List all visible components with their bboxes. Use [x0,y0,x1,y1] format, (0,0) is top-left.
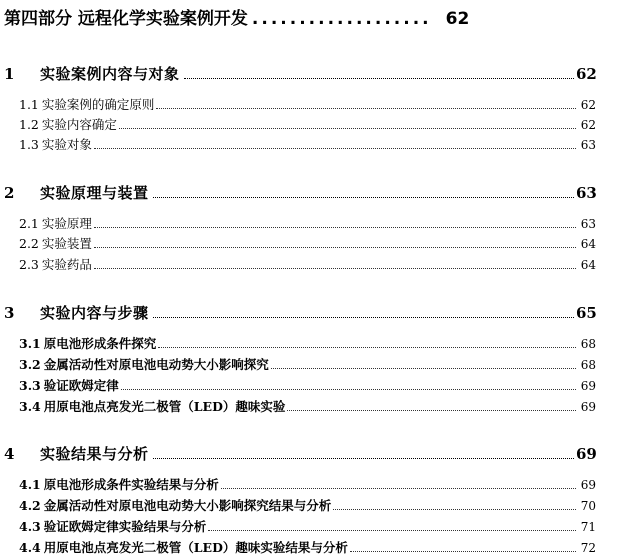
toc-section-3[interactable] [0,302,617,323]
dot-leader [153,458,574,459]
dot-leader [184,78,574,79]
dot-leader [287,410,576,411]
entry-title: 实验药品 [41,257,92,272]
entry-number: 4.1 [19,477,41,492]
entry-page: 62 [580,98,596,112]
toc-section-1[interactable] [0,63,617,84]
section-number: 1 [4,65,15,83]
dot-leader [94,268,576,269]
dot-leader [94,227,576,228]
toc-entry-3-4[interactable] [0,397,617,415]
dot-leader [271,368,576,369]
entry-number: 2.3 [19,257,39,272]
dot-leader [94,247,576,248]
entry-page: 64 [580,237,596,251]
entry-page: 62 [580,118,596,132]
entry-page: 63 [580,138,596,152]
dot-leader [221,488,576,489]
entry-number: 1.2 [19,117,39,132]
entry-number: 4.4 [19,540,41,555]
entry-page: 72 [580,541,596,555]
toc-section-2[interactable] [0,182,617,203]
toc-entry-3-1[interactable] [0,334,617,352]
entry-number: 1.3 [19,137,39,152]
section-title: 实验结果与分析 [40,445,149,463]
toc-section-4[interactable] [0,443,617,464]
entry-number: 3.2 [19,357,41,372]
dot-leader [119,128,576,129]
entry-number: 3.1 [19,336,41,351]
entry-title: 金属活动性对原电池电动势大小影响探究 [43,357,269,372]
entry-title: 原电池形成条件实验结果与分析 [43,477,219,492]
entry-page: 71 [580,520,596,534]
toc-entry-2-2[interactable] [0,234,617,252]
dot-leader [333,509,576,510]
entry-title: 用原电池点亮发光二极管（LED）趣味实验结果与分析 [43,540,348,555]
entry-number: 1.1 [19,97,39,112]
entry-number: 4.2 [19,498,41,513]
entry-title: 原电池形成条件探究 [43,336,157,351]
entry-title: 实验装置 [41,236,92,251]
entry-page: 69 [580,379,596,393]
section-number: 2 [4,184,15,202]
entry-page: 68 [580,358,596,372]
dot-leader [208,530,576,531]
entry-page: 64 [580,258,596,272]
toc-entry-4-1[interactable] [0,475,617,493]
toc-entry-4-2[interactable] [0,496,617,514]
toc-entry-4-4[interactable] [0,538,617,556]
entry-title: 实验对象 [41,137,92,152]
entry-title: 实验案例的确定原则 [41,97,155,112]
entry-page: 68 [580,337,596,351]
section-number: 4 [4,445,15,463]
part-title-dots: ................... [251,9,432,29]
toc-entry-4-3[interactable] [0,517,617,535]
section-title: 实验内容与步骤 [40,304,149,322]
entry-number: 3.3 [19,378,41,393]
entry-title: 验证欧姆定律 [43,378,119,393]
dot-leader [121,389,576,390]
entry-page: 63 [580,217,596,231]
entry-number: 2.1 [19,216,39,231]
entry-title: 验证欧姆定律实验结果与分析 [43,519,207,534]
entry-number: 4.3 [19,519,41,534]
dot-leader [153,317,574,318]
section-page: 62 [576,65,597,83]
entry-page: 70 [580,499,596,513]
dot-leader [94,148,576,149]
entry-title: 实验内容确定 [41,117,117,132]
section-title: 实验原理与装置 [40,184,149,202]
entry-page: 69 [580,400,596,414]
section-page: 69 [576,445,597,463]
part-heading[interactable] [4,4,564,28]
section-page: 63 [576,184,597,202]
entry-title: 实验原理 [41,216,92,231]
dot-leader [350,551,576,552]
entry-title: 用原电池点亮发光二极管（LED）趣味实验 [43,399,286,414]
section-page: 65 [576,304,597,322]
toc-entry-3-3[interactable] [0,376,617,394]
toc-entry-3-2[interactable] [0,355,617,373]
toc-entry-2-3[interactable] [0,255,617,273]
toc-entry-1-3[interactable] [0,135,617,153]
dot-leader [158,347,576,348]
entry-title: 金属活动性对原电池电动势大小影响探究结果与分析 [43,498,332,513]
entry-number: 2.2 [19,236,39,251]
part-title-text: 第四部分 远程化学实验案例开发 [4,9,248,29]
toc-entry-1-2[interactable] [0,115,617,133]
dot-leader [153,197,574,198]
dot-leader [156,108,576,109]
entry-page: 69 [580,478,596,492]
section-number: 3 [4,304,15,322]
entry-number: 3.4 [19,399,41,414]
section-title: 实验案例内容与对象 [40,65,180,83]
toc-entry-2-1[interactable] [0,214,617,232]
part-page-number: 62 [445,9,470,29]
toc-entry-1-1[interactable] [0,95,617,113]
